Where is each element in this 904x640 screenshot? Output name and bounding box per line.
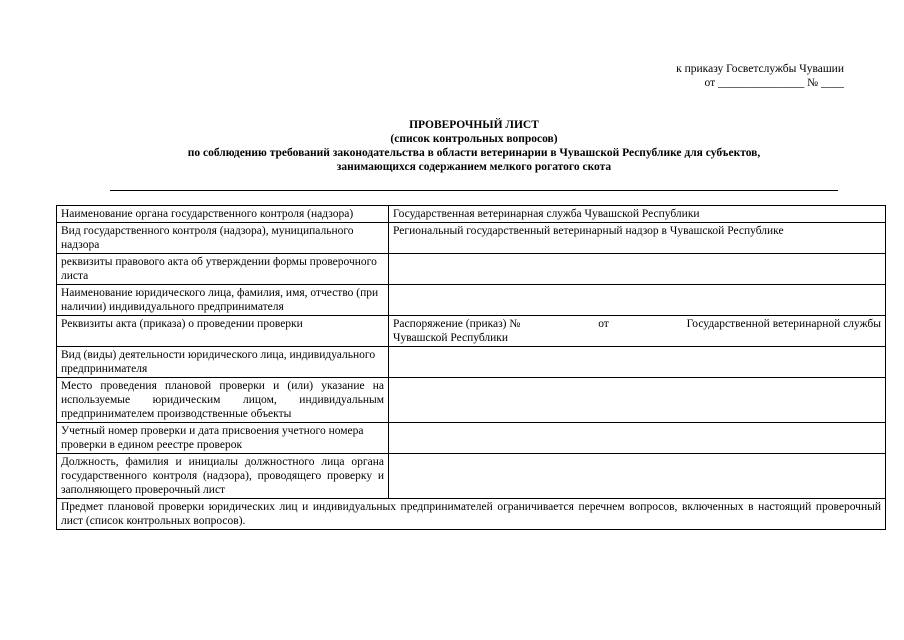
row-value: Государственная ветеринарная служба Чувашской Республики <box>389 206 886 223</box>
title-main: ПРОВЕРОЧНЫЙ ЛИСТ <box>409 119 539 131</box>
table-row <box>57 223 886 254</box>
title-underline <box>110 190 838 191</box>
table-row <box>57 206 886 223</box>
table-row <box>57 378 886 423</box>
row-value <box>389 423 886 454</box>
act-issuer: Государственной ветеринарной службы <box>686 318 881 330</box>
act-details-line <box>393 317 881 331</box>
row-value <box>389 378 886 423</box>
table-row <box>57 454 886 499</box>
order-reference <box>560 62 844 90</box>
row-label: Место проведения плановой проверки и (или) указание на используемые юридическим лицом, индивидуальным предпринимателем производственные объекты <box>57 378 389 423</box>
table-row <box>57 316 886 347</box>
row-value: Региональный государственный ветеринарный надзор в Чувашской Республике <box>389 223 886 254</box>
title-line4: занимающихся содержанием мелкого рогатого скота <box>336 161 612 173</box>
table-row <box>57 423 886 454</box>
act-issuer-line2: Чувашской Республики <box>393 332 509 344</box>
row-value <box>389 454 886 499</box>
row-label: Должность, фамилия и инициалы должностного лица органа государственного контроля (надзора), проводящего проверку и заполняющего проверочный лист <box>57 454 389 499</box>
act-order-number: Распоряжение (приказ) № <box>393 318 521 330</box>
title-sub: (список контрольных вопросов) <box>390 133 558 145</box>
table-row <box>57 254 886 285</box>
row-label: Вид государственного контроля (надзора), муниципального надзора <box>57 223 389 254</box>
row-value <box>389 347 886 378</box>
row-value <box>389 285 886 316</box>
document-title <box>110 118 838 174</box>
row-value <box>389 254 886 285</box>
order-date-number-line: от _______________ № ____ <box>704 77 844 89</box>
checklist-table <box>56 205 886 530</box>
row-label: Учетный номер проверки и дата присвоения учетного номера проверки в едином реестре проверок <box>57 423 389 454</box>
title-line3: по соблюдению требований законодательства в области ветеринарии в Чувашской Республике для субъектов, <box>187 147 761 159</box>
act-date-from: от <box>598 318 609 330</box>
row-value-act <box>389 316 886 347</box>
table-row <box>57 285 886 316</box>
table-footer-row <box>57 499 886 530</box>
order-reference-line: к приказу Госветслужбы Чувашии <box>676 63 844 75</box>
row-label: реквизиты правового акта об утверждении формы проверочного листа <box>57 254 389 285</box>
row-label: Реквизиты акта (приказа) о проведении проверки <box>57 316 389 347</box>
table-row <box>57 347 886 378</box>
row-label: Наименование юридического лица, фамилия, имя, отчество (при наличии) индивидуального предпринимателя <box>57 285 389 316</box>
row-label: Вид (виды) деятельности юридического лица, индивидуального предпринимателя <box>57 347 389 378</box>
row-label: Наименование органа государственного контроля (надзора) <box>57 206 389 223</box>
inspection-subject-note: Предмет плановой проверки юридических лиц и индивидуальных предпринимателей ограничивается перечнем вопросов, включенных в настоящий проверочный лист (список контрольных вопросов). <box>57 499 886 530</box>
